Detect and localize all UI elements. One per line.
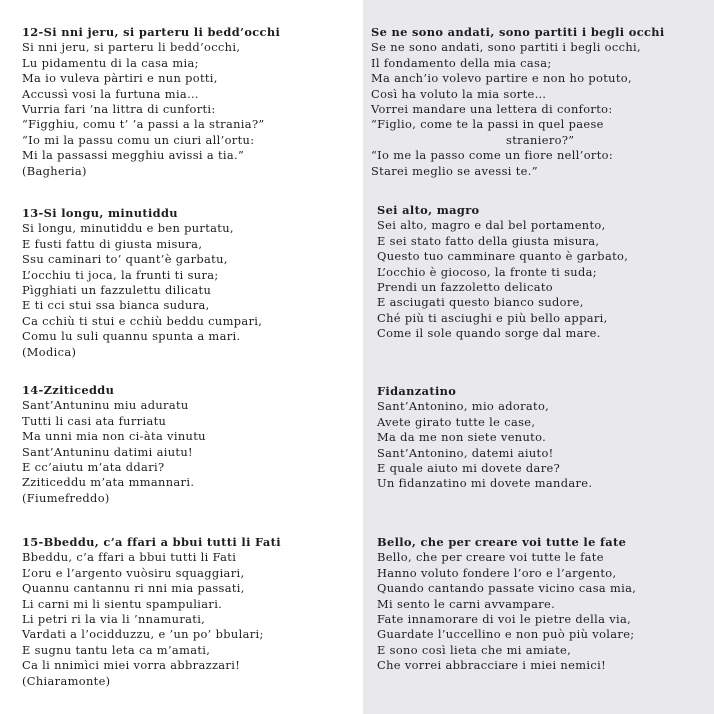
poem-line: Accussì vosi la furtuna mia… <box>22 86 199 101</box>
poem-line: Ma io vuleva pàrtiri e nun potti, <box>22 71 218 86</box>
poem-line: Avete girato tutte le case, <box>377 414 536 429</box>
poem-line: “Io me la passo come un fiore nell’orto: <box>371 148 614 163</box>
poem-title: 15-Bbeddu, c’a ffari a bbui tutti li Fati <box>22 535 281 549</box>
poem-15-sicilian <box>22 535 281 689</box>
poem-title: Fidanzatino <box>377 384 457 398</box>
poem-line: Guardate l’uccellino e non può più volare; <box>377 627 635 642</box>
poem-line: Questo tuo camminare quanto è garbato, <box>377 249 629 264</box>
poem-line: E cc’aiutu m’ata ddari? <box>22 459 165 474</box>
poem-line: Ché più ti asciughi e più bello appari, <box>377 310 608 325</box>
poem-line: “Figlio, come te la passi in quel paese <box>371 117 604 132</box>
poem-line: Starei meglio se avessi te.” <box>371 163 538 178</box>
poem-title: 14-Zziticeddu <box>22 383 115 397</box>
poem-line: Quannu cantannu ri nni mia passati, <box>22 581 245 596</box>
poem-line: Bbeddu, c’a ffari a bbui tutti li Fati <box>22 550 237 565</box>
poem-line: E sugnu tantu leta ca m’amati, <box>22 642 211 657</box>
poem-line: Li petri ri la via li ’nnamurati, <box>22 611 206 626</box>
poem-line: Il fondamento della mia casa; <box>371 55 552 70</box>
poem-line: E asciugati questo bianco sudore, <box>377 295 584 310</box>
poem-line: Ca cchiù ti stui e cchiù beddu cumpari, <box>22 313 263 328</box>
italian-column <box>363 0 714 714</box>
poem-line: Prendi un fazzoletto delicato <box>377 279 553 294</box>
poem-line: Vurria fari ’na littra di cunforti: <box>22 101 216 116</box>
poem-line: Sant’Antonino, mio adorato, <box>377 399 550 414</box>
poem-title: 12-Si nni jeru, si parteru li bedd’occhi <box>22 25 281 39</box>
poem-line: Ma da me non siete venuto. <box>377 430 547 445</box>
poem-line: Vorrei mandare una lettera di conforto: <box>371 101 613 116</box>
poem-line: E sei stato fatto della giusta misura, <box>377 233 600 248</box>
poem-line: Pìgghiati un fazzulettu dilicatu <box>22 282 212 297</box>
poem-line: Bello, che per creare voi tutte le fate <box>377 550 604 565</box>
poem-line: “Io mi la passu comu un ciuri all’ortu: <box>22 132 255 147</box>
poem-line: Sant’Antonino, datemi aiuto! <box>377 445 554 460</box>
poem-13-italian <box>377 203 628 342</box>
poem-line: Un fidanzatino mi dovete mandare. <box>377 476 593 491</box>
poem-line: Hanno voluto fondere l’oro e l’argento, <box>377 565 617 580</box>
poem-14-italian <box>377 384 592 492</box>
poem-line: Tutti li casi ata furriatu <box>22 413 167 428</box>
poem-line: E quale aiuto mi dovete dare? <box>377 460 561 475</box>
poem-12-italian <box>371 25 665 179</box>
poem-line-continuation: straniero?” <box>506 132 575 147</box>
poem-line: Si nni jeru, si parteru li bedd’occhi, <box>22 40 241 55</box>
poem-line: Sant’Antuninu datimi aiutu! <box>22 444 193 459</box>
poem-line: E sono così lieta che mi amiate, <box>377 642 572 657</box>
poem-line: Quando cantando passate vicino casa mia, <box>377 581 637 596</box>
poem-origin: (Bagheria) <box>22 163 87 178</box>
poem-line: Ma unni mia non ci-àta vinutu <box>22 429 206 444</box>
poem-line: Che vorrei abbracciare i miei nemici! <box>377 658 606 673</box>
poem-line: Ma anch’io volevo partire e non ho potuto, <box>371 71 632 86</box>
poem-line: Vardati a l’ocidduzzu, e ’un po’ bbulari; <box>22 627 264 642</box>
poem-line: Ca li nnimìci miei vorra abbrazzari! <box>22 658 241 673</box>
poem-line: Li carni mi li sientu spampuliari. <box>22 596 223 611</box>
poem-line: E fusti fattu di giusta misura, <box>22 236 203 251</box>
poem-13-sicilian <box>22 206 262 360</box>
poem-title: Sei alto, magro <box>377 203 480 217</box>
poem-line: Così ha voluto la mia sorte… <box>371 86 547 101</box>
poem-line: Sei alto, magro e dal bel portamento, <box>377 218 606 233</box>
poem-title: Se ne sono andati, sono partiti i begli occhi <box>371 25 665 39</box>
poem-line: Zziticeddu m’ata mmannari. <box>22 475 195 490</box>
poem-title: Bello, che per creare voi tutte le fate <box>377 535 627 549</box>
poem-14-sicilian <box>22 383 206 506</box>
poem-line: Se ne sono andati, sono partiti i begli occhi, <box>371 40 641 55</box>
poem-line: L’occhio è giocoso, la fronte ti suda; <box>377 264 597 279</box>
poem-line: Comu lu suli quannu spunta a mari. <box>22 329 241 344</box>
poem-line: Mi sento le carni avvampare. <box>377 596 556 611</box>
poem-line: Si longu, minutiddu e ben purtatu, <box>22 221 234 236</box>
poem-line: Sant’Antuninu miu aduratu <box>22 398 189 413</box>
poem-line: Come il sole quando sorge dal mare. <box>377 326 601 341</box>
poem-origin: (Chiaramonte) <box>22 673 111 688</box>
poem-line: L’occhiu ti joca, la frunti ti sura; <box>22 267 219 282</box>
poem-title: 13-Si longu, minutiddu <box>22 206 178 220</box>
poem-line: L’oru e l’argento vuòsiru squaggiari, <box>22 565 245 580</box>
poem-15-italian <box>377 535 636 674</box>
poem-line: E ti cci stui ssa bianca sudura, <box>22 298 210 313</box>
poem-origin: (Fiumefreddo) <box>22 490 110 505</box>
poem-line: Lu pidamentu di la casa mia; <box>22 55 199 70</box>
poem-line: Mi la passassi megghiu avissi a tia.” <box>22 148 245 163</box>
poem-line: Ssu caminari to’ quant’è garbatu, <box>22 252 228 267</box>
poem-origin: (Modica) <box>22 344 77 359</box>
poem-12-sicilian <box>22 25 280 179</box>
poem-line: “Figghiu, comu t’ ’a passi a la strania?” <box>22 117 265 132</box>
poem-line: Fate innamorare di voi le pietre della via, <box>377 611 632 626</box>
